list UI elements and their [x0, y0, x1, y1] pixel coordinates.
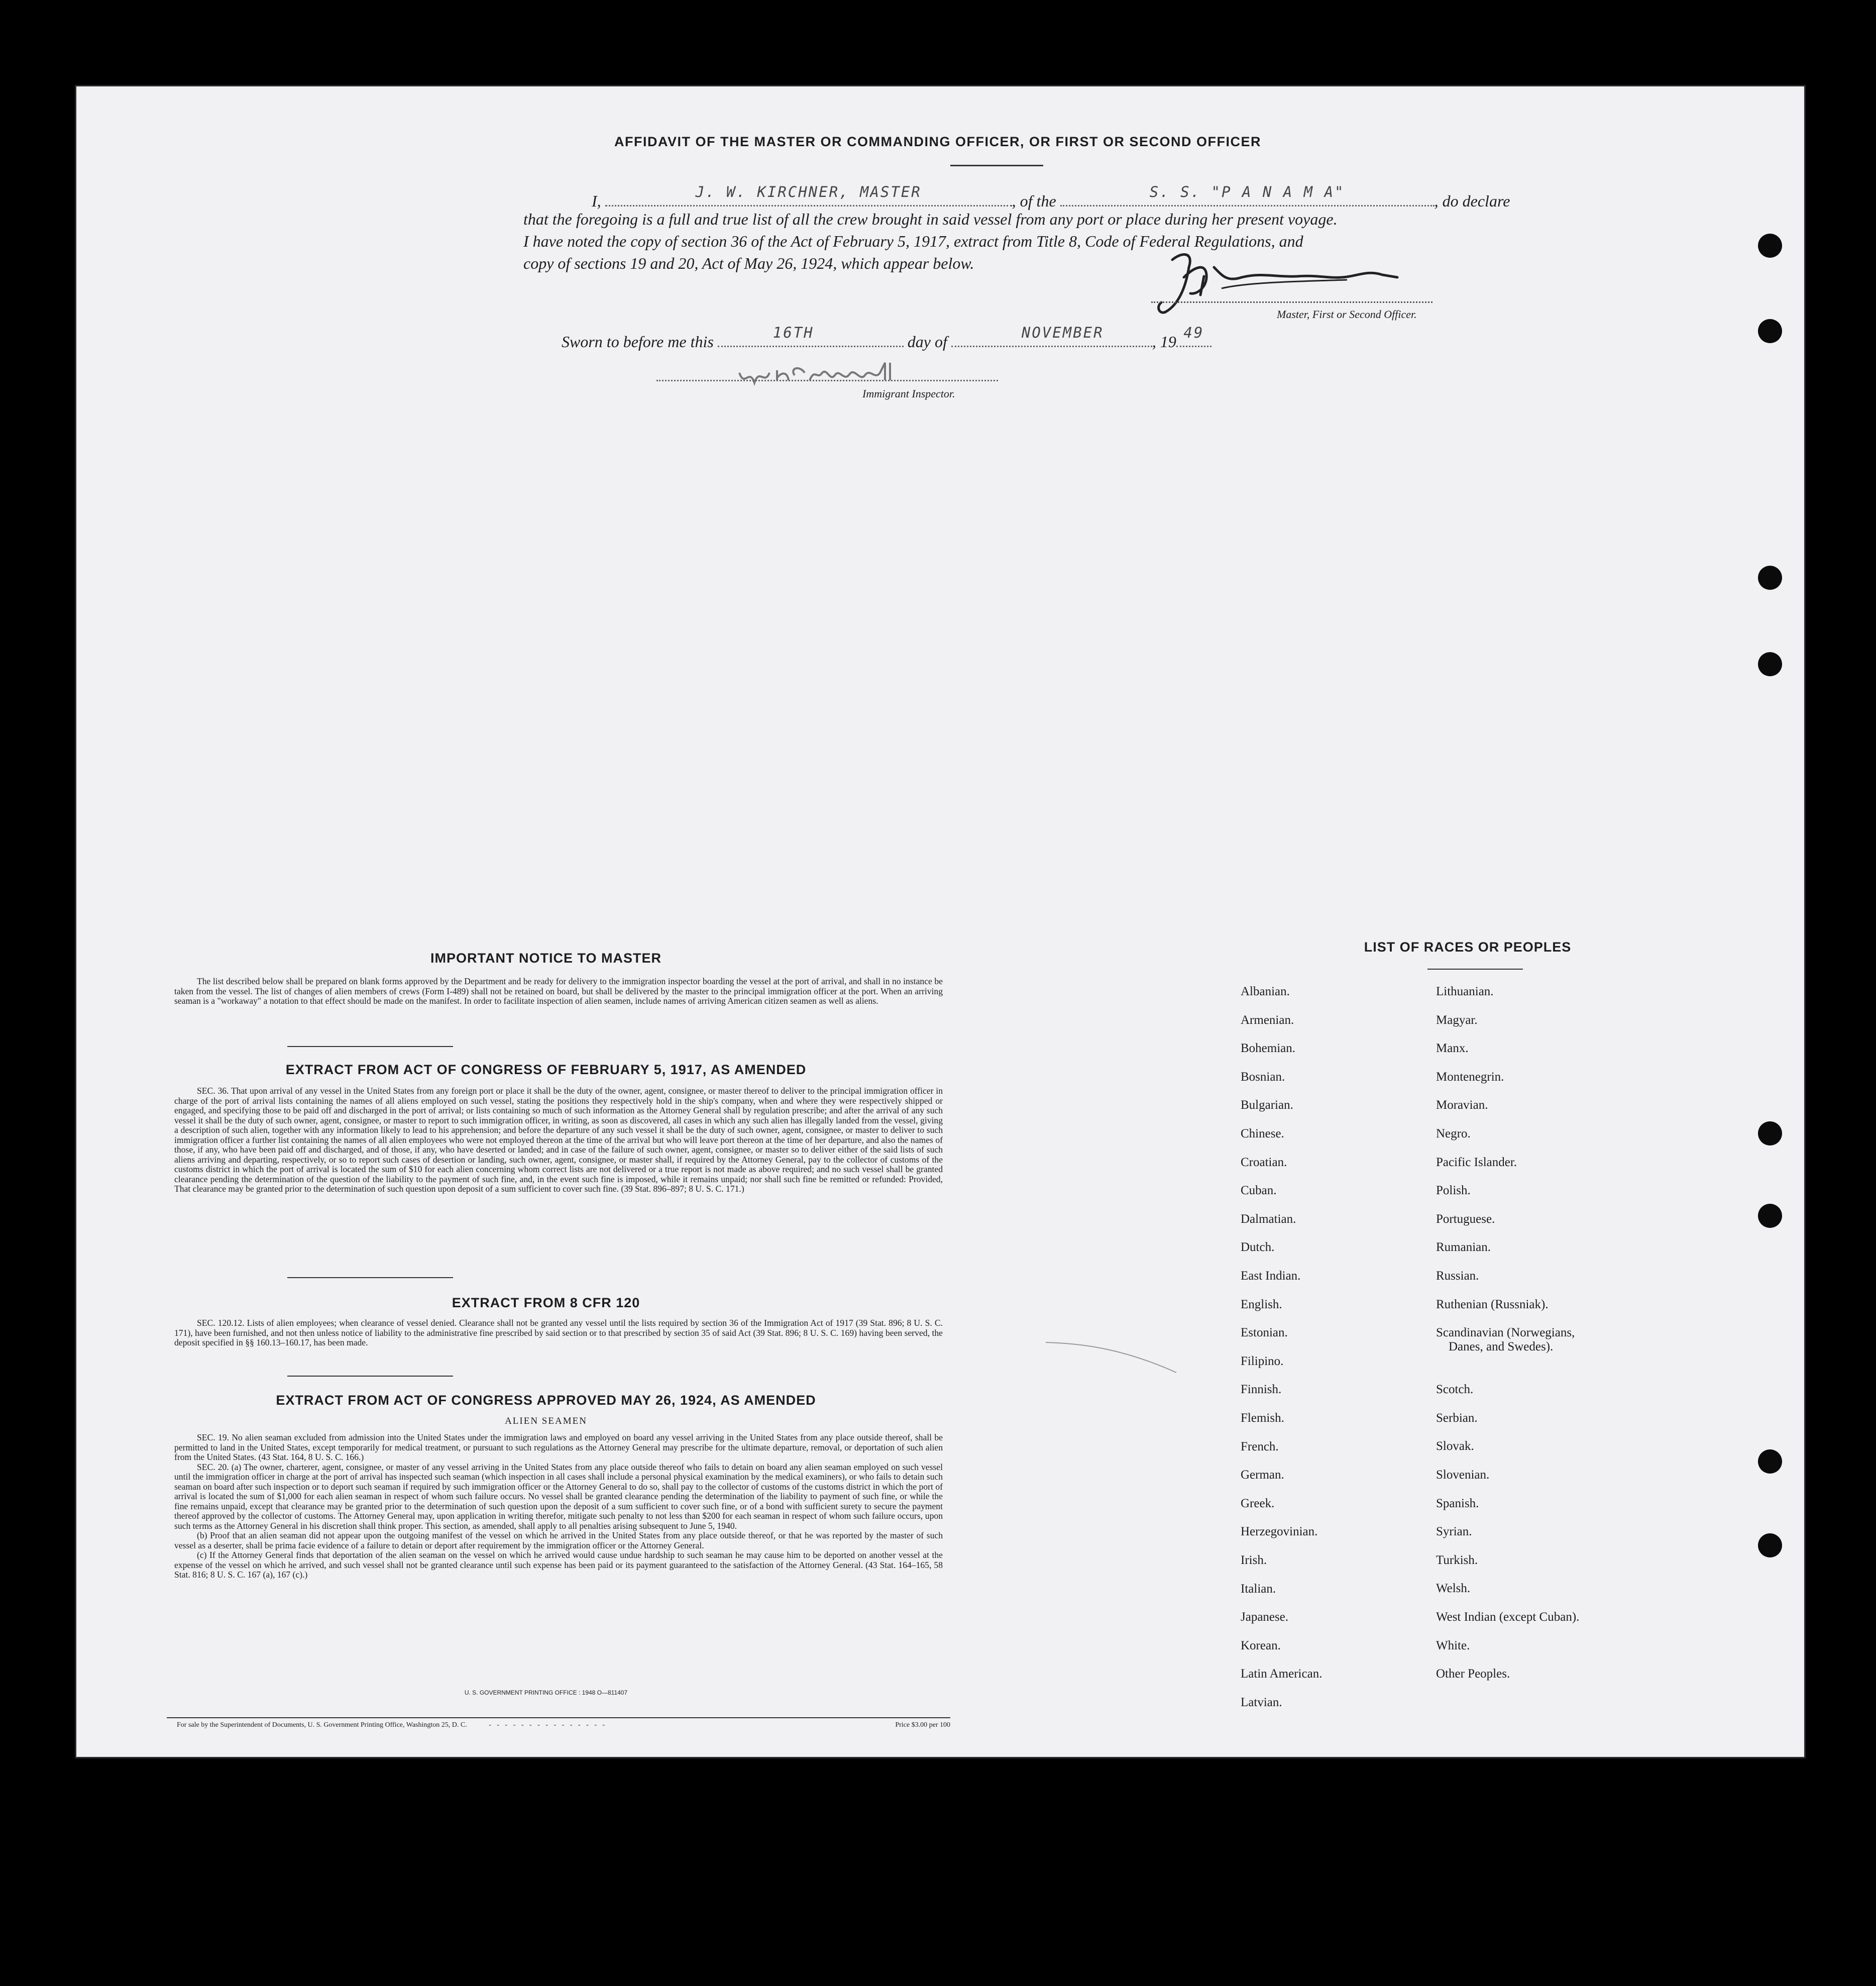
day-field: 16TH [718, 328, 904, 347]
race-item: Spanish. [1436, 1496, 1479, 1510]
race-item: Scotch. [1436, 1383, 1474, 1397]
sworn-line: Sworn to before me this 16TH day of NOVEMBER , 19 49 [562, 328, 1211, 353]
races-right-column [1436, 985, 1717, 1723]
race-item: Bohemian. [1241, 1041, 1296, 1056]
race-item: French. [1241, 1439, 1279, 1453]
punch-hole [1758, 1533, 1782, 1557]
race-item: Korean. [1241, 1638, 1281, 1652]
race-item: Other Peoples. [1436, 1667, 1510, 1681]
race-item: Latvian. [1241, 1696, 1282, 1709]
punch-hole [1758, 319, 1782, 343]
affidavit-line-2: that the foregoing is a full and true list of all the crew brought in said vessel from any port or place during her present voyage. [523, 210, 1338, 228]
race-item: Pacific Islander. [1436, 1155, 1517, 1169]
race-item: English. [1241, 1297, 1282, 1311]
notice-title: IMPORTANT NOTICE TO MASTER [430, 951, 661, 966]
race-item: Herzegovinian. [1241, 1525, 1318, 1539]
race-item: Dalmatian. [1241, 1212, 1296, 1226]
race-item: German. [1241, 1468, 1284, 1482]
divider-2 [287, 1277, 453, 1278]
extract-cfr-title: EXTRACT FROM 8 CFR 120 [452, 1295, 640, 1310]
race-item: Turkish. [1436, 1553, 1478, 1567]
punch-hole [1758, 234, 1782, 258]
extract-cfr-body: SEC. 120.12. Lists of alien employees; when clearance of vessel denied. Clearance shall not be granted any vessel until the lists required by section 36 of the Immigration Act of 1917 (39 Stat. 896; 8 U. S. C. 171), have been furnished, and not then unless notice of liability to the administrative fine prescribed by said section or to that prescribed by section 35 of said Act (39 Stat. 896; 8 U. S. C. 169) having been served, the deposit specified in §§ 160.13–160.17, has been made. [174, 1318, 943, 1347]
officer-signature-line [1151, 301, 1432, 303]
race-item: Russian. [1436, 1269, 1479, 1283]
race-item: Armenian. [1241, 1013, 1294, 1027]
race-item: Rumanian. [1436, 1240, 1491, 1255]
race-item: Irish. [1241, 1553, 1267, 1567]
gpo-line: U. S. GOVERNMENT PRINTING OFFICE : 1948 O—811407 [464, 1689, 628, 1696]
race-item: Lithuanian. [1436, 985, 1494, 998]
extract-1924-title: EXTRACT FROM ACT OF CONGRESS APPROVED MAY 26, 1924, AS AMENDED [276, 1393, 816, 1408]
inspector-caption: Immigrant Inspector. [862, 387, 955, 400]
race-item: Montenegrin. [1436, 1070, 1504, 1084]
affidavit-title: AFFIDAVIT OF THE MASTER OR COMMANDING OFFICER, OR FIRST OR SECOND OFFICER [614, 134, 1261, 149]
year-field: 49 [1176, 328, 1211, 347]
race-item: Flemish. [1241, 1411, 1284, 1425]
race-item: Albanian. [1241, 985, 1290, 998]
master-name-field: J. W. KIRCHNER, MASTER [605, 186, 1012, 206]
race-item: Slovak. [1436, 1439, 1474, 1453]
race-item: Negro. [1436, 1127, 1471, 1140]
race-item: Polish. [1436, 1184, 1471, 1198]
race-item: Bosnian. [1241, 1070, 1285, 1084]
punch-hole [1758, 566, 1782, 590]
affidavit-line-3: I have noted the copy of section 36 of the Act of February 5, 1917, extract from Title 8, Code of Federal Regulations, and [523, 232, 1303, 250]
race-item: Magyar. [1436, 1013, 1478, 1027]
race-item: West Indian (except Cuban). [1436, 1610, 1580, 1624]
race-item: Dutch. [1241, 1240, 1275, 1255]
punch-hole [1758, 1121, 1782, 1145]
race-item: Japanese. [1241, 1610, 1289, 1624]
title-divider [950, 165, 1043, 166]
race-item: Bulgarian. [1241, 1098, 1293, 1112]
affidavit-line-1: I, J. W. KIRCHNER, MASTER , of the S. S. "P A N A M A" , do declare [592, 183, 1510, 210]
race-item: Cuban. [1241, 1184, 1277, 1198]
footer: For sale by the Superintendent of Documents, U. S. Government Printing Office, Washington 25, D. C. - - - - - - - - - - - - - - - Price $3.00 per 100 [177, 1721, 950, 1729]
punch-hole [1758, 1204, 1782, 1228]
month-field: NOVEMBER [951, 328, 1152, 347]
extract-1924-body: SEC. 19. No alien seaman excluded from admission into the United States under the immigration laws and employed on board any vessel arriving in the United States from any place outside thereof, shall be permitted to land in the United States, except temporarily for medical treatment, or pursuant to such regulations as the Attorney General may prescribe for the ultimate departure, removal, or deportation of such alien from the United States. (43 Stat. 164, 8 U. S. C. 166.) SEC. 20. (a) The owner, charterer, agent, consignee, or master of any vessel arriving in the United States from any place outside thereof who fails to detain on board any alien seaman employed on such vessel until the immigration officer in charge at the port of arrival has inspected such seaman (which inspection in all cases shall include a personal physical examination by the medical examiners), or who fails to detain such seaman on board after such inspection or to deport such seaman if required by such immigration officer or the Attorney General to do so, shall pay to the collector of customs of the customs district in which the port of arrival is located the sum of $1,000 for each alien seaman in respect of whom such failure occurs. No vessel shall be granted clearance pending the determination of the liability to payment of such fine, or while the fine remains unpaid, except that clearance may be granted prior to the determination of such question upon the deposit of a sum sufficient to cover such fine, or of a bond with sufficient surety to secure the payment thereof approved by the collector of customs. The Attorney General may, upon application in writing therefor, mitigate such penalty to not less than $200 for each seaman in respect of whom such failure occurs, upon such terms as the Attorney General in his discretion shall think proper. This section, as amended, shall apply to all penalties arising subsequent to June 5, 1940. (b) Proof that an alien seaman did not appear upon the outgoing manifest of the vessel on which he arrived in the United States from any place outside thereof, or that he was reported by the master of such vessel as a deserter, shall be prima facie evidence of a failure to detain or deport after requirement by the immigration officer or the Attorney General. (c) If the Attorney General finds that deportation of the alien seaman on the vessel on which he arrived would cause undue hardship to such seaman he may cause him to be deported on another vessel at the expense of the vessel on which he arrived, and such vessel shall not be granted clearance until such expense has been paid or its payment guaranteed to the satisfaction of the Attorney General. (43 Stat. 164–165, 58 Stat. 816; 8 U. S. C. 167 (a), 167 (c).) [174, 1432, 943, 1580]
affidavit-line-4: copy of sections 19 and 20, Act of May 26, 1924, which appear below. [523, 254, 974, 272]
race-item: White. [1436, 1638, 1470, 1652]
race-item: Greek. [1241, 1496, 1275, 1510]
extract-1917-body: SEC. 36. That upon arrival of any vessel in the United States from any foreign port or place it shall be the duty of the owner, agent, consignee, or master thereof to deliver to the principal immigration officer in charge of the port of arrival lists containing the names of all aliens employed on such vessel, stating the positions they respectively hold in the ship's company, when and where they were respectively shipped or engaged, and specifying those to be paid off and discharged in the port of arrival; or lists containing so much of such information as the Attorney General shall by regulation prescribe; and after the arrival of any such vessel it shall be the duty of such owner, agent, consignee, or master to report to such immigration officer, in writing, as soon as discovered, all cases in which any such alien has illegally landed from the vessel, giving a description of such alien, together with any information likely to lead to his apprehension; and before the departure of any such vessel it shall be the duty of such owner, agent, consignee, or master to deliver to such immigration officer a further list containing the names of all alien employees who were not employed thereon at the time of the arrival but who will leave port thereon at the time of her departure, and also the names of those, if any, who have been paid off and discharged, and of those, if any, who have deserted or landed; and in case of the failure of such owner, agent, consignee, or master so to deliver either of the said lists of such aliens arriving and departing, respectively, or so to report such cases of desertion or landing, such owner, agent, consignee, or master shall, if required by the Attorney General, pay to the collector of customs of the customs district in which the port of arrival is located the sum of $10 for each alien concerning whom correct lists are not delivered or a true report is not made as above required; and no such vessel shall be granted clearance pending the determination of the question of the liability to the payment of such fine, and, in the event such fine is imposed, while it remains unpaid; nor shall such fine be remitted or refunded: Provided, That clearance may be granted prior to the determination of such question upon deposit of a sum sufficient to cover such fine. (39 Stat. 896–897; 8 U. S. C. 171.) [174, 1086, 943, 1194]
race-item: Estonian. [1241, 1326, 1288, 1340]
races-title: LIST OF RACES OR PEOPLES [1364, 939, 1572, 955]
race-item: Chinese. [1241, 1127, 1284, 1140]
race-item: Slovenian. [1436, 1468, 1490, 1482]
races-left-column [1241, 985, 1431, 1723]
manifest-page [76, 86, 1804, 1757]
race-item: Scandinavian (Norwegians, Danes, and Swedes). [1436, 1326, 1575, 1354]
race-item: Manx. [1436, 1041, 1469, 1056]
race-item: Italian. [1241, 1582, 1276, 1596]
punch-hole [1758, 1449, 1782, 1474]
stray-mark [1046, 1337, 1196, 1378]
divider-1 [287, 1046, 453, 1047]
race-item: Welsh. [1436, 1582, 1471, 1596]
punch-hole [1758, 652, 1782, 676]
race-item: Serbian. [1436, 1411, 1478, 1425]
notice-body: The list described below shall be prepared on blank forms approved by the Department and be ready for delivery to the immigration inspector boarding the vessel at the port of arrival, and shall in no instance be taken from the vessel. The list of changes of alien members of crews (Form I-489) shall not be retained on board, but shall be delivered by the master to the principal immigration officer at the port. When an arriving seaman is a "workaway" a notation to that effect should be made on the manifest. In order to facilitate inspection of alien seamen, include names of arriving American citizen seamen as well as aliens. [174, 976, 943, 1006]
footer-rule [167, 1717, 950, 1718]
race-item: Ruthenian (Russniak). [1436, 1297, 1549, 1311]
race-item: East Indian. [1241, 1269, 1301, 1283]
race-item: Finnish. [1241, 1383, 1282, 1397]
inspector-signature-line [656, 380, 998, 381]
vessel-field: S. S. "P A N A M A" [1060, 186, 1434, 206]
officer-caption: Master, First or Second Officer. [1277, 308, 1417, 321]
race-item: Latin American. [1241, 1667, 1322, 1681]
race-item: Filipino. [1241, 1354, 1284, 1368]
race-item: Syrian. [1436, 1525, 1472, 1539]
race-item: Moravian. [1436, 1098, 1488, 1112]
race-item: Portuguese. [1436, 1212, 1495, 1226]
race-item: Croatian. [1241, 1155, 1287, 1169]
races-divider [1427, 969, 1523, 970]
divider-3 [287, 1376, 453, 1377]
extract-1917-title: EXTRACT FROM ACT OF CONGRESS OF FEBRUARY 5, 1917, AS AMENDED [285, 1062, 807, 1077]
alien-seamen-subtitle: ALIEN SEAMEN [505, 1416, 587, 1426]
